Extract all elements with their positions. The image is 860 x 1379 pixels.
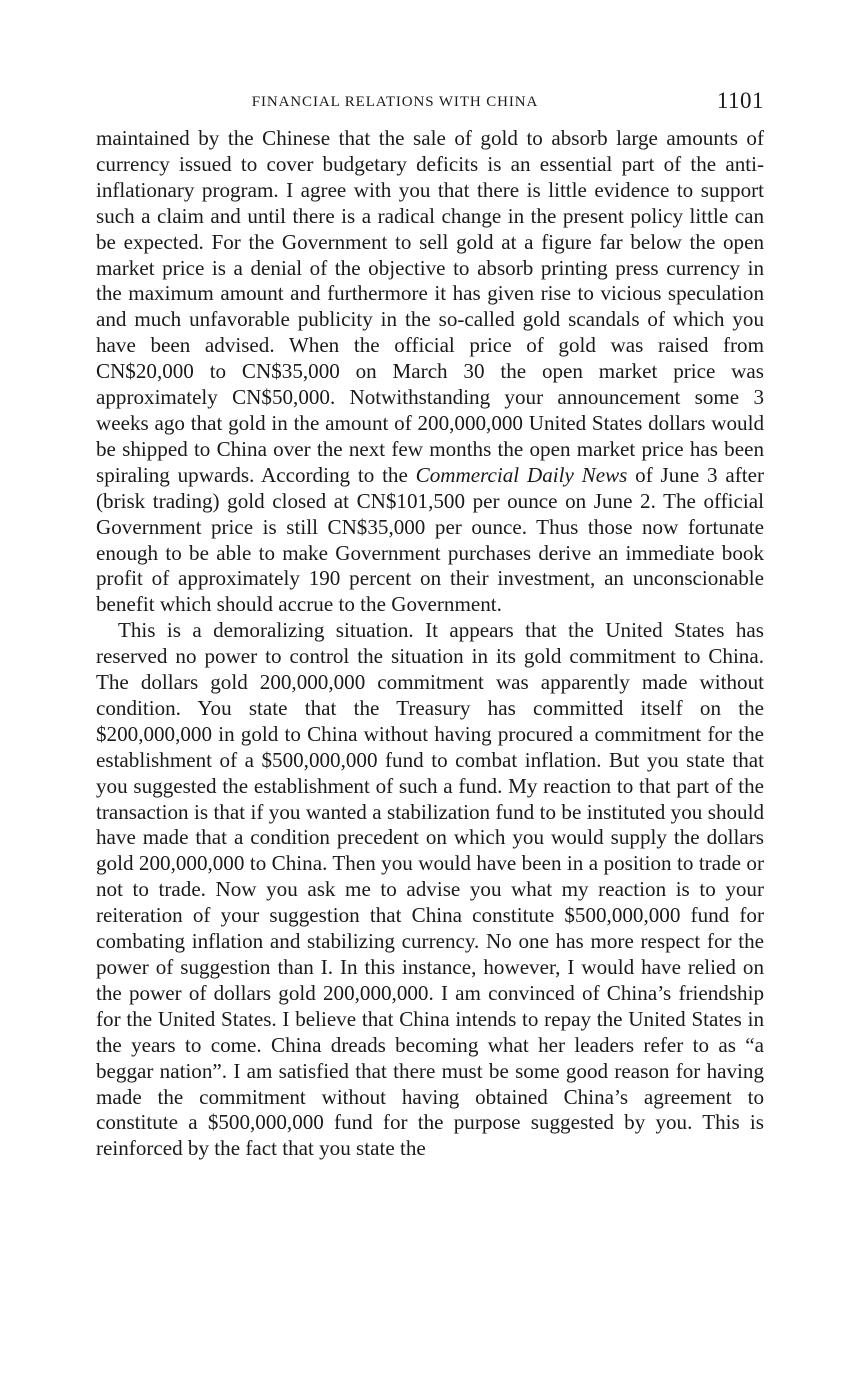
publication-title: Commercial Daily News	[415, 462, 628, 487]
paragraph-continued	[96, 126, 764, 618]
running-title: FINANCIAL RELATIONS WITH CHINA	[251, 94, 539, 110]
document-page	[96, 86, 764, 1162]
paragraph-1-text-part-1: maintained by the Chinese that the sale of gold to absorb large amounts of currency issued to cover budgetary deficits is an essential part of the anti-inflationary program. I agree with you that there is little evidence to support such a claim and until there is a radical change in the present policy little can be expected. For the Government to sell gold at a figure far below the open market price is a denial of the objective to absorb printing press currency in the maximum amount and furthermore it has given rise to vicious speculation and much unfavorable publicity in the so-called gold scandals of which you have been advised. When the official price of gold was raised from CN$20,000 to CN$35,000 on March 30 the open market price was approximately CN$50,000. Notwithstanding your announcement some 3 weeks ago that gold in the amount of 200,000,000 United States dollars would be shipped to China over the next few months the open market price has been spiraling upwards. According to the	[96, 126, 764, 487]
body-text	[96, 126, 764, 1162]
running-header	[96, 86, 764, 126]
paragraph-1-text-part-2: of June 3 after (brisk trading) gold closed at CN$101,500 per ounce on June 2. The official Government price is still CN$35,000 per ounce. Thus those now fortunate enough to be able to make Government purchases derive an immediate book profit of approximately 190 percent on their investment, an unconscionable benefit which should accrue to the Government.	[96, 462, 765, 617]
paragraph-2: This is a demoralizing situation. It appears that the United States has reserved no power to control the situation in its gold commitment to China. The dollars gold 200,000,000 commitment was apparently made without condition. You state that the Treasury has committed itself on the $200,000,000 in gold to China without having procured a commitment for the establishment of a $500,000,000 fund to combat inflation. But you state that you suggested the establishment of such a fund. My reaction to that part of the transaction is that if you wanted a stabilization fund to be instituted you should have made that a condition precedent on which you would supply the dollars gold 200,000,000 to China. Then you would have been in a position to trade or not to trade. Now you ask me to advise you what my reaction is to your reiteration of your suggestion that China constitute $500,000,000 fund for combating inflation and stabilizing currency. No one has more respect for the power of suggestion than I. In this instance, however, I would have relied on the power of dollars gold 200,000,000. I am convinced of China’s friendship for the United States. I believe that China intends to repay the United States in the years to come. China dreads becoming what her leaders refer to as “a beggar nation”. I am satisfied that there must be some good reason for having made the commitment without having obtained China’s agreement to constitute a $500,000,000 fund for the purpose suggested by you. This is reinforced by the fact that you state the	[96, 618, 764, 1161]
page-number: 1101	[716, 88, 764, 113]
